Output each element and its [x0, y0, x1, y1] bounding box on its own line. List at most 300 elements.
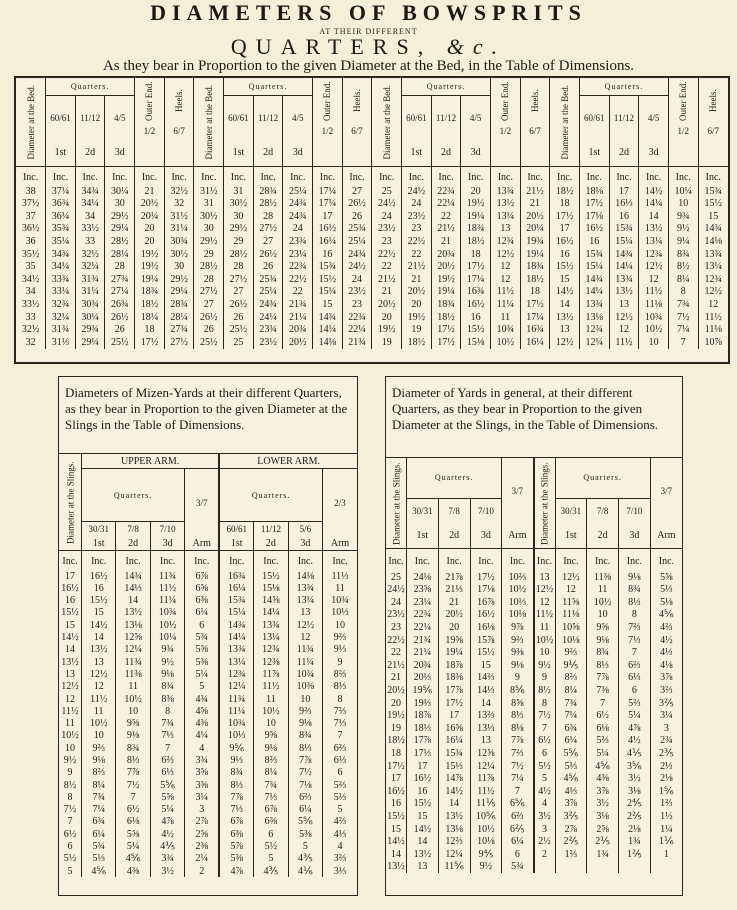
table-cell: 4⅚: [587, 760, 619, 773]
table-cell: 11¼: [150, 595, 184, 607]
table-cell: 21½: [387, 659, 405, 671]
table-cell: 36: [25, 236, 36, 248]
quarter-fraction: 7/8: [438, 498, 470, 523]
table-cell: 13: [550, 324, 580, 337]
table-cell: 14¼: [254, 607, 288, 619]
table-cell: 11⅕: [470, 798, 502, 811]
heels-header: [164, 78, 194, 167]
table-cell: 15¼: [579, 261, 609, 274]
quarters-header: Quarters.: [219, 469, 322, 522]
table-cell: 20½: [387, 685, 405, 697]
table-cell: 6⅞: [219, 816, 253, 828]
table-cell: 6⅔: [502, 810, 534, 823]
table-cell: 10: [82, 730, 116, 742]
table-cell: 16: [609, 210, 639, 223]
table-cell: 5⅝: [116, 828, 150, 840]
table-cell: 10¾: [150, 607, 184, 619]
table-row: [386, 672, 682, 685]
table-cell: 7⅞: [288, 754, 322, 766]
table-cell: 8: [534, 697, 556, 710]
table-cell: 7⅛: [288, 779, 322, 791]
table-cell: 12½: [555, 571, 587, 584]
table-cell: 15½: [82, 595, 116, 607]
table-cell: 33: [75, 235, 105, 248]
diameter-at-bed-header: Diameter at the Bed.: [194, 78, 224, 167]
table-cell: 7: [502, 785, 534, 798]
table-cell: 30½: [224, 198, 254, 211]
quarter-label: 2d: [438, 523, 470, 548]
fraction-half: 1/2: [677, 126, 690, 136]
table-cell: 17: [550, 223, 580, 236]
table-cell: 10½: [61, 730, 79, 742]
table-cell: 18½: [431, 311, 461, 324]
unit-label: Inc.: [82, 551, 116, 571]
table-cell: 11¼: [491, 298, 521, 311]
table-cell: 25: [372, 185, 402, 198]
table-cell: 17½: [579, 198, 609, 211]
table-cell: 21¼: [407, 647, 439, 660]
table-cell: 4⅓: [650, 647, 682, 660]
table-cell: 16¼: [438, 735, 470, 748]
table-cell: 30½: [194, 210, 224, 223]
table-cell: 10¾: [288, 668, 322, 680]
table-cell: 15½: [254, 570, 288, 582]
table-cell: 20¼: [520, 223, 550, 236]
table-cell: 14½: [61, 632, 79, 644]
table-cell: 8⅔: [254, 754, 288, 766]
table-cell: 11: [116, 681, 150, 693]
table-cell: 26: [342, 210, 372, 223]
table-cell: 7: [668, 336, 698, 349]
table-cell: 8¼: [668, 273, 698, 286]
table-row: [386, 609, 682, 622]
quarters-header: Quarters.: [407, 458, 502, 499]
table-cell: 5⅚: [555, 747, 587, 760]
table-cell: 14: [116, 595, 150, 607]
unit-label: Inc.: [609, 167, 639, 186]
table-cell: 26: [253, 261, 283, 274]
table-cell: 19½: [461, 198, 491, 211]
unit-label: Inc.: [219, 551, 253, 571]
table-cell: 10¼: [668, 185, 698, 198]
table-cell: 8¼: [82, 779, 116, 791]
table-cell: 35¾: [46, 223, 76, 236]
unit-label: Inc.: [550, 167, 580, 186]
table-cell: 23½: [342, 286, 372, 299]
table-cell: 24¾: [283, 210, 313, 223]
table-cell: 9⅚: [219, 742, 253, 754]
table-cell: 19½: [387, 710, 405, 722]
table-cell: 30¾: [164, 235, 194, 248]
quarter-fraction: 4/5: [105, 96, 135, 139]
table-cell: 19⅚: [407, 684, 439, 697]
table-cell: 11¾: [219, 693, 253, 705]
fraction-six-sevenths: 6/7: [529, 126, 541, 136]
table-cell: 14⅛: [698, 235, 728, 248]
table-cell: 7⅞: [587, 672, 619, 685]
unit-label: Inc.: [46, 167, 76, 186]
unit-label: Inc.: [619, 549, 651, 572]
table-cell: 37½: [21, 198, 40, 210]
table-cell: 15¾: [219, 595, 253, 607]
table-cell: 12½: [698, 286, 728, 299]
table-cell: 9⅛: [502, 659, 534, 672]
table-cell: 12¾: [254, 644, 288, 656]
arm-fraction: 3/7: [502, 458, 534, 524]
table-cell: 10½: [254, 705, 288, 717]
table-cell: 16: [550, 248, 580, 261]
mizen-yards-box: [58, 376, 358, 896]
table-cell: 24¾: [342, 248, 372, 261]
table-cell: 20½: [520, 210, 550, 223]
table-cell: 3½: [587, 798, 619, 811]
table-cell: 17: [438, 710, 470, 723]
table-cell: 3⅔: [323, 853, 357, 865]
table-cell: 14⅛: [313, 336, 343, 349]
table-cell: 4⅚: [82, 865, 116, 877]
table-cell: 23¾: [253, 324, 283, 337]
table-cell: 10⅓: [323, 607, 357, 619]
table-cell: 22: [372, 261, 402, 274]
unit-label: Inc.: [579, 167, 609, 186]
table-cell: 1⅖: [619, 848, 651, 861]
table-cell: 21: [135, 185, 165, 198]
table-row: [16, 248, 728, 261]
table-cell: 29½: [105, 210, 135, 223]
table-cell: 8: [668, 286, 698, 299]
table-cell: 16⅞: [470, 596, 502, 609]
table-cell: 3¾: [185, 754, 219, 766]
table-cell: 2⅖: [619, 810, 651, 823]
table-cell: 8⅓: [323, 681, 357, 693]
table-cell: 18⅜: [438, 672, 470, 685]
table-cell: 5⅓: [555, 760, 587, 773]
table-cell: 23½: [372, 223, 402, 236]
table-cell: 12: [639, 273, 669, 286]
table-cell: 10: [254, 718, 288, 730]
unit-label: Inc.: [323, 551, 357, 571]
table-cell: 18⅞: [438, 659, 470, 672]
table-cell: 8¾: [150, 681, 184, 693]
quarter-label: Arm: [650, 523, 682, 548]
table-cell: 10⅓: [502, 596, 534, 609]
table-cell: 14⅛: [288, 570, 322, 582]
quarter-label: 1st: [579, 139, 609, 167]
table-row: [59, 767, 357, 779]
quarters-header: Quarters.: [579, 78, 668, 96]
table-cell: 14½: [550, 286, 580, 299]
table-cell: 24: [372, 210, 402, 223]
table-cell: 11½: [470, 785, 502, 798]
table-cell: 24¾: [253, 298, 283, 311]
table-cell: 8¼: [555, 684, 587, 697]
table-cell: 6¾: [555, 722, 587, 735]
table-cell: 14: [407, 835, 439, 848]
table-cell: 3: [185, 804, 219, 816]
mizen-caption: Diameters of Mizen-Yards at their different Quarters, as they bear in Proportion to the given Diameter at the Slings in the Table of Dimensions.: [65, 385, 348, 432]
table-cell: 18¾: [431, 298, 461, 311]
table-cell: 34¼: [75, 198, 105, 211]
table-cell: 32½: [21, 324, 40, 336]
table-cell: 6⅓: [150, 767, 184, 779]
heels-label: Heels.: [174, 89, 185, 113]
table-cell: 16⅓: [609, 198, 639, 211]
table-row: [16, 235, 728, 248]
table-cell: 11½: [698, 311, 728, 324]
table-cell: 9½: [150, 656, 184, 668]
table-cell: 37¼: [46, 185, 76, 198]
table-cell: 13½: [491, 198, 521, 211]
table-cell: 15: [65, 619, 75, 631]
yards-general-box: [385, 376, 683, 896]
quarter-fraction: 30/31: [555, 498, 587, 523]
table-cell: 8½: [534, 684, 556, 697]
table-cell: 16¼: [313, 235, 343, 248]
table-cell: 7¼: [502, 773, 534, 786]
table-cell: 24⅛: [407, 571, 439, 584]
table-cell: 12½: [639, 261, 669, 274]
table-cell: 14⅔: [470, 672, 502, 685]
quarter-fraction: 60/61: [402, 96, 432, 139]
table-cell: 13½: [438, 810, 470, 823]
table-row: [386, 621, 682, 634]
table-cell: 20½: [135, 198, 165, 211]
table-cell: 13¼: [639, 235, 669, 248]
table-cell: 30½: [164, 248, 194, 261]
table-cell: 31⅓: [46, 336, 76, 349]
table-cell: 15½: [387, 810, 405, 822]
table-cell: 6⅛: [587, 722, 619, 735]
table-row: [386, 810, 682, 823]
table-cell: 10⅚: [470, 810, 502, 823]
table-cell: 23¾: [283, 235, 313, 248]
table-cell: 4⅞: [150, 816, 184, 828]
table-cell: 15½: [550, 261, 580, 274]
table-row: [386, 647, 682, 660]
table-cell: 15¾: [313, 261, 343, 274]
table-cell: 30¼: [105, 185, 135, 198]
table-row: [59, 607, 357, 619]
table-row: [59, 705, 357, 717]
table-cell: 24¼: [253, 311, 283, 324]
table-cell: 8⅔: [323, 668, 357, 680]
table-cell: 12¼: [470, 760, 502, 773]
table-cell: 24½: [372, 198, 402, 211]
heels-header: [342, 78, 372, 167]
table-cell: 5: [323, 804, 357, 816]
table-cell: 20½: [372, 298, 402, 311]
table-cell: 5¾: [82, 841, 116, 853]
title-etc: &c.: [446, 34, 507, 59]
unit-label: Inc.: [520, 167, 550, 186]
table-cell: 13¾: [579, 298, 609, 311]
quarter-fraction: 11/12: [253, 96, 283, 139]
table-cell: 15¼: [313, 286, 343, 299]
table-cell: 18⅓: [407, 722, 439, 735]
table-cell: 10: [116, 705, 150, 717]
table-cell: 21⅞: [438, 571, 470, 584]
table-cell: 3¼: [185, 791, 219, 803]
table-cell: 10½: [639, 324, 669, 337]
table-cell: 31¼: [75, 286, 105, 299]
title-quarters-word: QUARTERS,: [230, 34, 433, 59]
table-cell: 12¾: [491, 235, 521, 248]
table-cell: 31¾: [75, 273, 105, 286]
table-cell: 7¾: [254, 779, 288, 791]
table-cell: 14⅓: [470, 684, 502, 697]
table-row: [16, 286, 728, 299]
table-cell: 3⅓: [323, 865, 357, 877]
table-cell: 14¼: [639, 198, 669, 211]
table-cell: 5⅜: [185, 656, 219, 668]
table-cell: 5¼: [619, 710, 651, 723]
table-row: [59, 644, 357, 656]
table-cell: 8⅓: [116, 754, 150, 766]
table-cell: 3⅚: [619, 760, 651, 773]
outer-end-header: [668, 78, 698, 167]
table-cell: 22: [402, 248, 432, 261]
table-cell: 5¼: [185, 668, 219, 680]
unit-label: Inc.: [461, 167, 491, 186]
table-cell: 8: [619, 609, 651, 622]
table-cell: 28: [105, 261, 135, 274]
quarter-label: 3d: [470, 523, 502, 548]
table-cell: 11½: [82, 693, 116, 705]
table-cell: 12⅜: [254, 656, 288, 668]
table-cell: 20½: [402, 286, 432, 299]
table-cell: 34¾: [46, 248, 76, 261]
table-cell: 30: [194, 223, 224, 236]
table-cell: 10⅔: [502, 571, 534, 584]
table-cell: 31½: [194, 185, 224, 198]
table-cell: 30: [164, 261, 194, 274]
table-cell: 6⅔: [288, 791, 322, 803]
table-cell: 31¼: [164, 223, 194, 236]
table-cell: 3⅞: [555, 798, 587, 811]
table-cell: 11: [491, 311, 521, 324]
table-cell: 9⅛: [150, 668, 184, 680]
diameter-at-bed-header: Diameter at the Bed.: [372, 78, 402, 167]
table-row: [386, 785, 682, 798]
quarter-label: 2d: [75, 139, 105, 167]
table-cell: 23: [372, 235, 402, 248]
table-cell: 13½: [609, 286, 639, 299]
table-cell: 19½: [431, 273, 461, 286]
table-cell: 15¼: [219, 607, 253, 619]
table-cell: 26½: [224, 298, 254, 311]
table-cell: 7⅞: [219, 791, 253, 803]
table-cell: 7¼: [82, 804, 116, 816]
table-cell: 4⅔: [650, 621, 682, 634]
table-cell: 7½: [502, 760, 534, 773]
quarter-fraction: 7/8: [587, 498, 619, 523]
table-cell: 20¾: [431, 248, 461, 261]
table-cell: 21¾: [407, 634, 439, 647]
table-cell: 12: [609, 324, 639, 337]
unit-label: Inc.: [185, 551, 219, 571]
table-cell: 22¼: [407, 621, 439, 634]
table-cell: 8: [67, 791, 73, 803]
table-cell: 9: [502, 672, 534, 685]
quarter-fraction: 7/10: [619, 498, 651, 523]
table-cell: 15½: [698, 198, 728, 211]
table-cell: 16: [461, 311, 491, 324]
table-cell: 23½: [387, 609, 405, 621]
table-cell: 11⅜: [587, 571, 619, 584]
table-cell: 5½: [534, 760, 556, 773]
unit-label: Inc.: [587, 549, 619, 572]
table-cell: 13: [491, 223, 521, 236]
table-cell: 28½: [253, 198, 283, 211]
table-cell: 14¼: [219, 631, 253, 643]
table-row: [386, 735, 682, 748]
table-cell: 21: [438, 596, 470, 609]
table-cell: 5⅔: [619, 697, 651, 710]
unit-label: Inc.: [194, 167, 224, 186]
table-cell: 9⅛: [82, 754, 116, 766]
unit-label: Inc.: [639, 167, 669, 186]
table-cell: 2: [185, 865, 219, 877]
main-title: DIAMETERS OF BOWSPRITS: [150, 0, 587, 25]
table-cell: 18: [135, 324, 165, 337]
table-cell: 24: [342, 273, 372, 286]
table-cell: 4⅞: [219, 865, 253, 877]
table-row: [59, 754, 357, 766]
table-row: [386, 747, 682, 760]
table-cell: 2⅛: [619, 823, 651, 836]
table-cell: 12⅔: [438, 835, 470, 848]
table-cell: 22¾: [407, 609, 439, 622]
quarter-label: 1st: [555, 523, 587, 548]
diameter-at-bed-header: Diameter at the Bed.: [550, 78, 580, 167]
table-cell: 7¾: [668, 298, 698, 311]
table-cell: 7½: [534, 710, 556, 723]
quarter-fraction: 7/10: [470, 498, 502, 523]
table-cell: 10: [323, 619, 357, 631]
table-cell: 18¾: [135, 286, 165, 299]
table-cell: 6⅔: [323, 742, 357, 754]
table-cell: 32: [164, 198, 194, 211]
table-cell: 22¼: [431, 198, 461, 211]
table-cell: 19: [391, 722, 401, 734]
table-cell: 9⅜: [502, 647, 534, 660]
table-cell: 6: [502, 848, 534, 861]
table-cell: 13½: [550, 311, 580, 324]
table-cell: 6⅔: [619, 659, 651, 672]
table-cell: 22½: [387, 634, 405, 646]
table-cell: 28½: [194, 261, 224, 274]
table-cell: 9⅓: [219, 754, 253, 766]
table-cell: 18⅛: [579, 185, 609, 198]
table-cell: 2⅗: [650, 747, 682, 760]
table-cell: 5¼: [150, 804, 184, 816]
table-cell: 2⅘: [619, 798, 651, 811]
table-row: [59, 730, 357, 742]
table-cell: 9: [323, 656, 357, 668]
table-cell: 5½: [254, 841, 288, 853]
table-cell: 11½: [534, 609, 556, 622]
table-cell: 10⅜: [288, 681, 322, 693]
table-cell: 26½: [105, 311, 135, 324]
table-cell: 11⅛: [639, 298, 669, 311]
table-cell: 4⅞: [619, 722, 651, 735]
table-cell: 5¾: [185, 631, 219, 643]
table-cell: 15: [698, 210, 728, 223]
quarter-fraction: 4/5: [639, 96, 669, 139]
table-cell: 16½: [61, 582, 79, 594]
table-cell: 11¾: [288, 644, 322, 656]
table-cell: 18¾: [461, 223, 491, 236]
